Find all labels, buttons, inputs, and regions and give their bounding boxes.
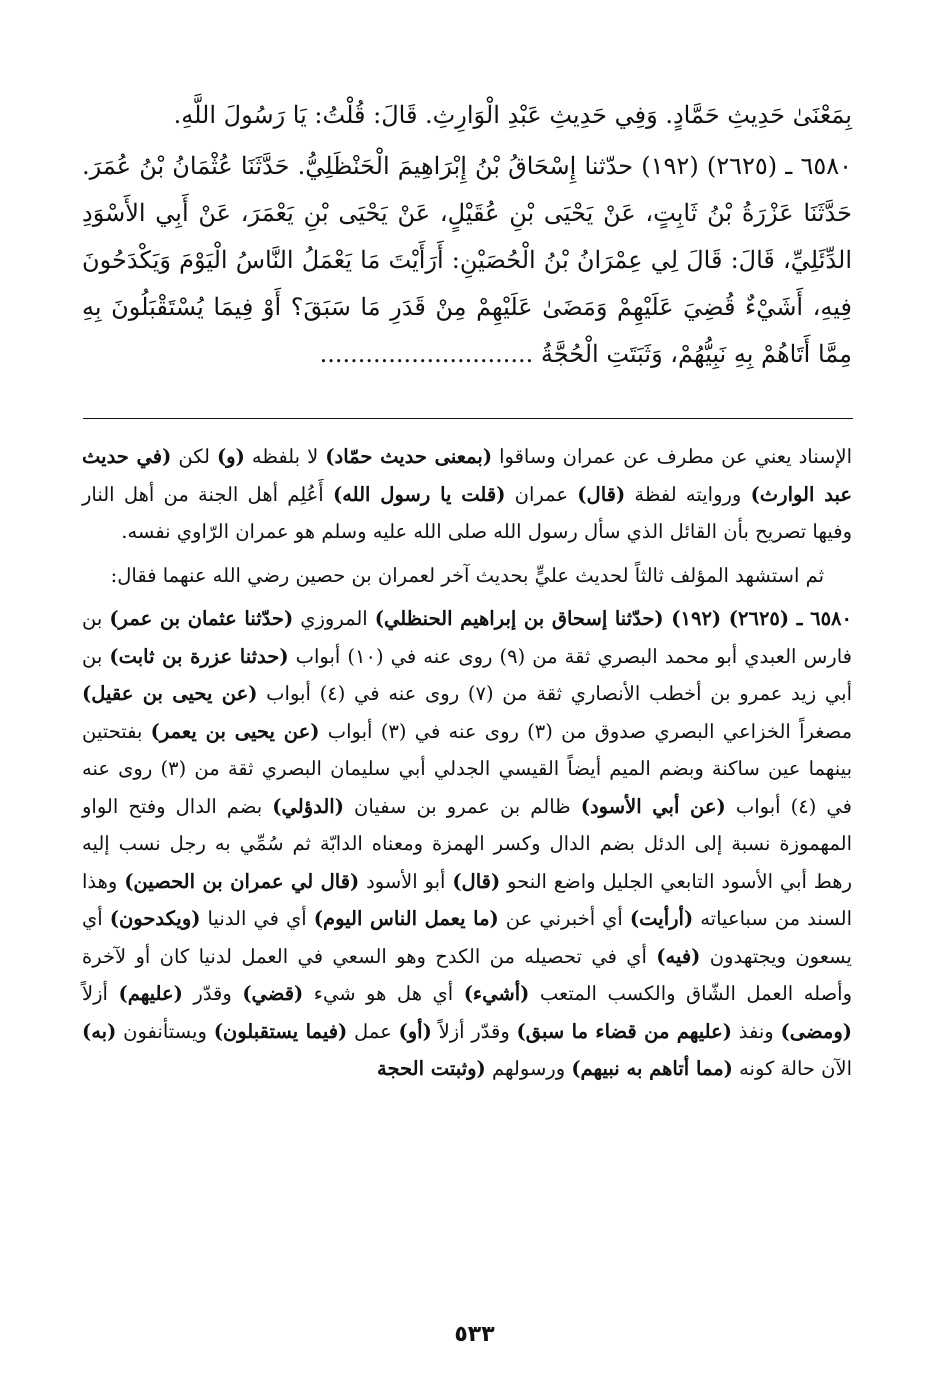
hadith-6580-text: ٦٥٨٠ ـ (٢٦٢٥) (١٩٢) حدّثنا إِسْحَاقُ بْنُ إِبْرَاهِيمَ الْحَنْظَلِيُّ. حَدَّثَنَا عُثْمَانُ بْنُ عُمَرَ. حَدَّثَنَا عَزْرَةُ بْنُ ثَابِتٍ، عَنْ يَحْيَى بْنِ عُقَيْلٍ، عَنْ يَحْيَى بْنِ يَعْمَرَ، عَنْ أَبِي الأَسْوَدِ الدِّئَلِيِّ، قَالَ: قَالَ لِي عِمْرَانُ بْنُ الْحُصَيْنِ: أَرَأَيْتَ مَا يَعْمَلُ النَّاسُ الْيَوْمَ وَيَكْدَحُونَ فِيهِ، أَشَيْءٌ قُضِيَ عَلَيْهِمْ وَمَضَىٰ عَلَيْهِمْ مِنْ قَدَرِ مَا سَبَقَ؟ أَوْ فِيمَا يُسْتَقْبَلُونَ بِهِ مِمَّا أَتَاهُمْ بِهِ نَبِيُّهُمْ، وَثَبَتَتِ الْحُجَّةُ ............................ — [82, 152, 853, 368]
commentary-text: بن فارس العبدي أبو محمد البصري ثقة من (٩) روى عنه في (١٠) أبواب — [82, 607, 852, 668]
bold-quoted-text: (قلت يا رسول الله) — [332, 482, 506, 506]
bold-quoted-text: (فيما يستقبلون) — [213, 1019, 348, 1043]
bold-quoted-text: (حدّثنا عثمان بن عمر) — [109, 607, 294, 630]
bold-quoted-text: (قال لي عمران بن الحصين) — [124, 869, 360, 893]
commentary-text: وقدّر أزلاً — [431, 1019, 517, 1043]
commentary-text: بضم الدال وفتح الواو المهموزة نسبة إلى الدئل بضم الدال وكسر الهمزة ومعناه الدابّة ثم سُمِّي به رجل نسب إليه رهط أبي الأسود التابعي الجليل واضع النحو — [82, 794, 852, 893]
commentary-block — [82, 438, 852, 1088]
commentary-text: وروايته لفظة — [625, 482, 751, 506]
bold-quoted-text: (حدثنا عزرة بن ثابت) — [109, 644, 289, 668]
bold-quoted-text: (به) — [82, 1019, 117, 1043]
bold-quoted-text: (ويكدحون) — [109, 907, 201, 930]
bold-quoted-text: (ومضى) — [780, 1019, 852, 1043]
bold-quoted-text: (في حديث عبد الوارث) — [82, 445, 852, 506]
bold-quoted-text: (فيه) — [656, 944, 701, 968]
commentary-text: لا بلفظه — [244, 445, 326, 468]
commentary-text: عمل — [347, 1019, 399, 1043]
commentary-text: أَعُلِم أهل الجنة من أهل النار وفيها تصريح بأن القائل الذي سأل رسول الله صلى الله عليه وسلم هو عمران الرّاوي نفسه. — [82, 482, 852, 543]
commentary-paragraph-3 — [82, 600, 852, 1088]
separator-rule — [83, 418, 853, 419]
bold-quoted-text: (و) — [216, 445, 245, 468]
bold-quoted-text: (عليهم من قضاء ما سبق) — [516, 1019, 732, 1043]
commentary-text: أبو الأسود — [359, 869, 453, 893]
commentary-paragraph-2 — [82, 557, 852, 595]
commentary-text: ورسولهم — [485, 1057, 572, 1080]
commentary-text: الآن حالة كونه — [732, 1057, 852, 1080]
bold-quoted-text: (ما يعمل الناس اليوم) — [313, 907, 499, 930]
commentary-text: بفتحتين بينهما عين ساكنة وبضم الميم أيضاً القيسي الجدلي أبي سليمان البصري ثقة من (٣) روى عنه في (٤) أبواب — [82, 719, 852, 818]
commentary-text: لكن — [171, 445, 217, 468]
commentary-text: وقدّر — [182, 982, 243, 1005]
commentary-text: ويستأنفون — [116, 1019, 214, 1043]
bold-quoted-text: (قال) — [577, 482, 626, 506]
bold-quoted-text: (أو) — [398, 1019, 432, 1043]
bold-quoted-text: ٦٥٨٠ ـ (٢٦٢٥) (١٩٢) — [663, 607, 852, 630]
bold-quoted-text: (عليهم) — [118, 982, 183, 1005]
commentary-text: المروزي — [293, 607, 375, 630]
hadith-continuation-line: بِمَعْنَىٰ حَدِيثِ حَمَّادٍ. وَفِي حَدِيثِ عَبْدِ الْوَارِثِ. قَالَ: قُلْتُ: يَا رَسُولَ اللَّهِ. — [173, 101, 852, 129]
commentary-text: أي أخبرني عن — [498, 907, 630, 930]
commentary-text: أزلاً — [82, 982, 119, 1005]
bold-quoted-text: (حدّثنا إسحاق بن إبراهيم الحنظلي) — [374, 607, 664, 630]
commentary-text: مصغراً الخزاعي البصري صدوق من (٣) روى عنه في (٣) أبواب — [319, 719, 853, 743]
bold-quoted-text: (بمعنى حديث حمّاد) — [325, 445, 493, 468]
commentary-text: أي في الدنيا — [200, 907, 314, 930]
bold-quoted-text: (أرأيت) — [629, 907, 694, 930]
bold-quoted-text: (قال) — [452, 869, 501, 893]
commentary-text: أي في تحصيله من الكدح وهو السعي في العمل لدنيا كان أو لآخرة وأصله العمل الشّاق والكسب المتعب — [82, 944, 853, 1005]
commentary-text: ونفذ — [731, 1019, 781, 1043]
bold-quoted-text: (أشيء) — [463, 982, 530, 1005]
bold-quoted-text: (عن يحيى بن عقيل) — [82, 682, 258, 705]
bold-quoted-text: (وثبتت الحجة — [377, 1057, 486, 1080]
page-number: ٥٣٣ — [454, 1322, 495, 1347]
commentary-text: أي هل هو شيء — [303, 982, 464, 1005]
commentary-text: عمران — [505, 482, 578, 506]
bold-quoted-text: (قضي) — [242, 982, 304, 1005]
bold-quoted-text: (عن يحيى بن يعمر) — [150, 719, 320, 743]
bold-quoted-text: (الدؤلي) — [272, 794, 344, 818]
commentary-text: ثم استشهد المؤلف ثالثاً لحديث عليٍّ بحديث آخر لعمران بن حصين رضي الله عنهما فقال: — [110, 563, 824, 587]
commentary-text: ظالم بن عمرو بن سفيان — [343, 794, 581, 818]
commentary-text: وهذا السند من سباعياته — [82, 869, 852, 930]
commentary-text: بن أبي زيد عمرو بن أخطب الأنصاري ثقة من (٧) روى عنه في (٤) أبواب — [82, 644, 853, 705]
commentary-paragraph-1 — [82, 438, 852, 551]
bold-quoted-text: (مما أتاهم به نبيهم) — [571, 1057, 733, 1080]
hadith-text-block — [82, 92, 852, 378]
commentary-text: أي يسعون ويجتهدون — [82, 907, 852, 968]
bold-quoted-text: (عن أبي الأسود) — [580, 794, 726, 818]
commentary-text: الإسناد يعني عن مطرف عن عمران وساقوا — [492, 445, 852, 468]
